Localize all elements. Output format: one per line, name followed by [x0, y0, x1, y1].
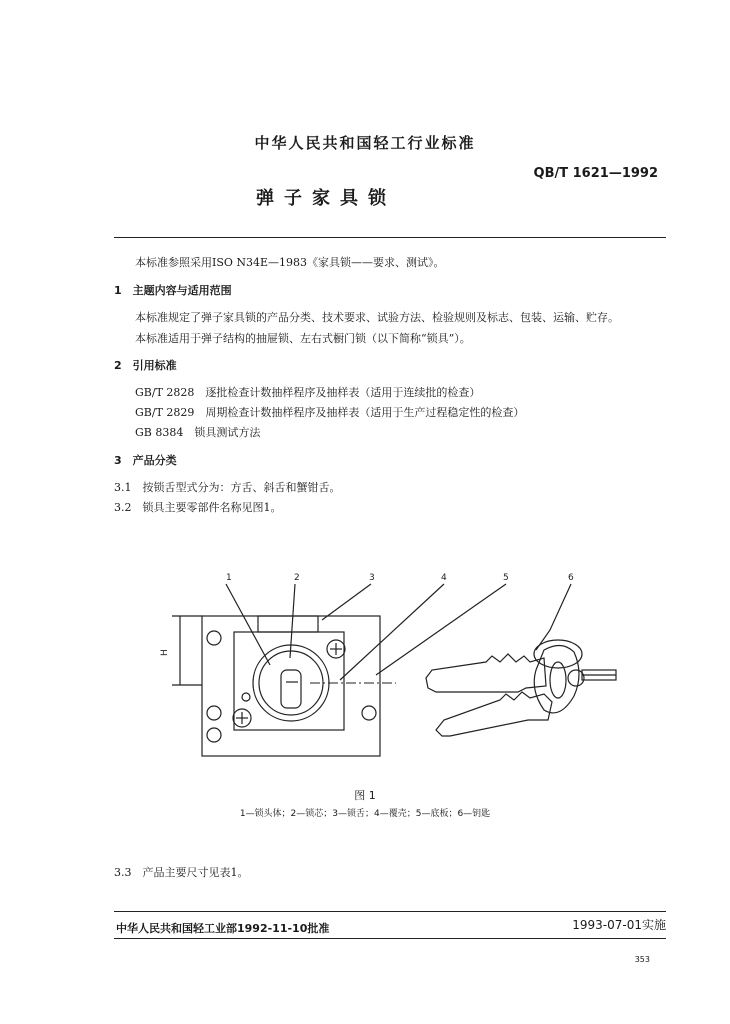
- section-2-heading: 2 引用标准: [114, 359, 177, 372]
- leader-line-2: [290, 584, 295, 658]
- section-1-para-1: 本标准规定了弹子家具锁的产品分类、技术要求、试验方法、检验规则及标志、包装、运输、贮存。: [135, 311, 619, 324]
- approval-note: 中华人民共和国轻工业部1992-11-10批准: [116, 922, 330, 935]
- mounting-hole: [362, 706, 376, 720]
- key-lower: [436, 692, 552, 736]
- clause-3-1: 3.1 按锁舌型式分为：方舌、斜舌和蟹钳舌。: [114, 481, 341, 494]
- figure-legend: 1—锁头体；2—锁芯；3—锁舌；4—覆壳；5—底板；6—钥匙: [239, 809, 491, 819]
- key-bow: [534, 645, 579, 712]
- rivet: [242, 693, 250, 701]
- standard-code: QB/T 1621—1992: [533, 166, 658, 181]
- part-label-6: 6: [568, 573, 574, 583]
- clause-3-3: 3.3 产品主要尺寸见表1。: [114, 866, 249, 879]
- clause-3-2: 3.2 锁具主要零部件名称见图1。: [114, 501, 282, 514]
- org-title: 中华人民共和国轻工行业标准: [254, 134, 476, 152]
- doc-title: 弹子家具锁: [256, 188, 396, 209]
- lock-figure: [150, 570, 620, 775]
- part-label-1: 1: [226, 573, 232, 583]
- leader-line-1: [226, 584, 270, 665]
- reference-gbt2829: GB/T 2829 周期检查计数抽样程序及抽样表（适用于生产过程稳定性的检查）: [135, 406, 525, 419]
- dimension-h-label: H: [160, 649, 170, 656]
- mounting-hole: [207, 631, 221, 645]
- lock-bolt: [258, 616, 318, 632]
- intro-text: 本标准参照采用ISO N34E—1983《家具锁——要求、测试》。: [135, 256, 445, 269]
- section-1-heading: 1 主题内容与适用范围: [114, 284, 232, 297]
- reference-gbt2828: GB/T 2828 逐批检查计数抽样程序及抽样表（适用于连续批的检查）: [135, 386, 481, 399]
- reference-gb8384: GB 8384 锁具测试方法: [135, 426, 261, 439]
- keyway: [281, 670, 301, 708]
- mounting-hole: [207, 706, 221, 720]
- mounting-hole: [207, 728, 221, 742]
- part-label-2: 2: [294, 573, 300, 583]
- leader-line-4: [340, 584, 444, 680]
- page-number: 353: [634, 955, 650, 964]
- footer-rule: [114, 911, 666, 912]
- key-upper: [426, 654, 546, 692]
- section-1-para-2: 本标准适用于弹子结构的抽屉锁、左右式橱门锁（以下简称“锁具”）。: [135, 332, 471, 345]
- section-3-heading: 3 产品分类: [114, 454, 177, 467]
- part-label-3: 3: [369, 573, 375, 583]
- header-rule: [114, 237, 666, 238]
- part-label-4: 4: [441, 573, 447, 583]
- part-label-5: 5: [503, 573, 509, 583]
- footer-rule-bottom: [114, 938, 666, 939]
- implementation-date: 1993-07-01实施: [572, 918, 666, 932]
- figure-title: 图 1: [354, 789, 376, 802]
- leader-line-3: [322, 584, 371, 620]
